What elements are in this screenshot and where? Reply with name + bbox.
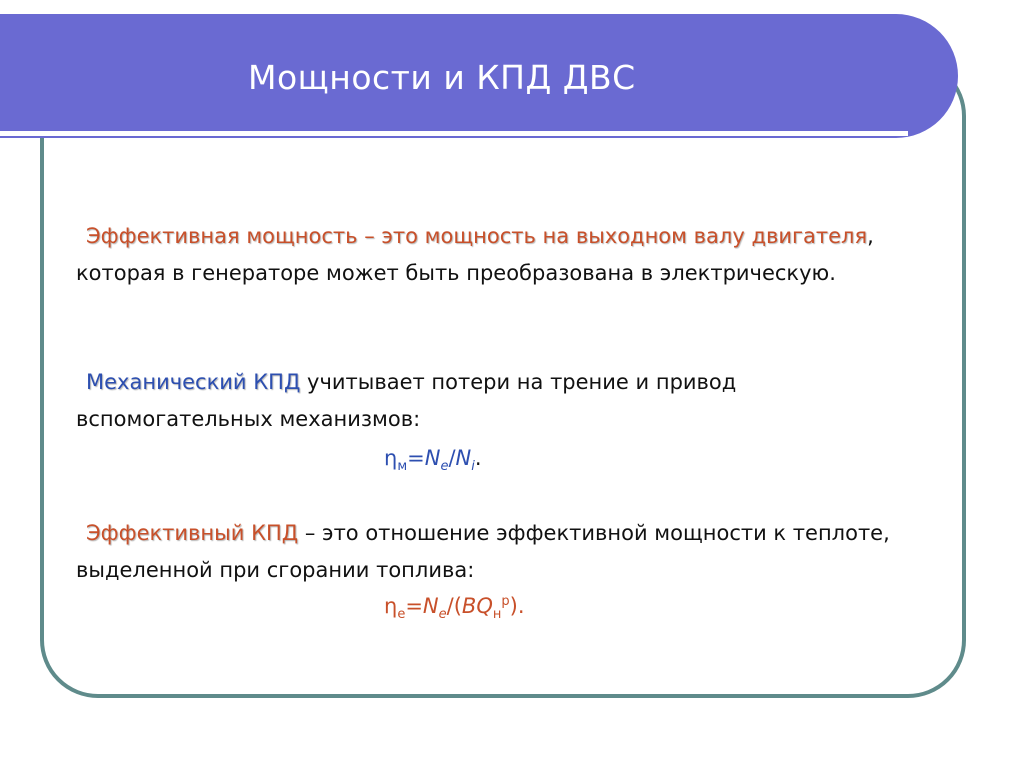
paragraph-text: учитывает потери на трение и привод вспомогательных механизмов: (76, 370, 737, 431)
eta-subscript: м (397, 459, 408, 475)
paragraph-text: – это отношение эффективной мощности к теплоте, выделенной при сгорании топлива: (76, 521, 890, 582)
eta-symbol: η (384, 594, 398, 618)
ne-subscript: e (438, 607, 447, 623)
formula-effective-efficiency (384, 594, 525, 622)
title-divider (0, 131, 908, 136)
formula-mechanical-efficiency (384, 446, 482, 474)
paragraph-mechanical-efficiency (76, 364, 936, 438)
ni-symbol: N (455, 446, 472, 470)
ne-symbol: N (424, 446, 441, 470)
bq-symbol: BQ (461, 594, 493, 618)
paragraph-effective-power (76, 218, 936, 292)
slide-title: Мощности и КПД ДВС (248, 58, 636, 97)
slash: / (448, 446, 456, 470)
q-subscript: н (492, 607, 502, 623)
paragraph-text: , которая в генераторе может быть преобразована в электрическую. (76, 224, 874, 285)
ni-subscript: i (471, 459, 475, 475)
formula-end: ). (509, 594, 525, 618)
ne-subscript: e (440, 459, 449, 475)
term-effective-power: Эффективная мощность – это мощность на выходном валу двигателя (86, 224, 868, 248)
formula-end: . (474, 446, 482, 470)
term-effective-efficiency: Эффективный КПД (86, 521, 299, 545)
equals-sign: = (407, 446, 425, 470)
paragraph-effective-efficiency (76, 515, 936, 589)
q-superscript: р (501, 594, 510, 609)
ne-symbol: N (422, 594, 439, 618)
eta-symbol: η (384, 446, 398, 470)
term-mechanical-efficiency: Механический КПД (86, 370, 301, 394)
equals-sign: = (405, 594, 423, 618)
open-paren: /( (446, 594, 462, 618)
eta-subscript: e (397, 607, 406, 623)
